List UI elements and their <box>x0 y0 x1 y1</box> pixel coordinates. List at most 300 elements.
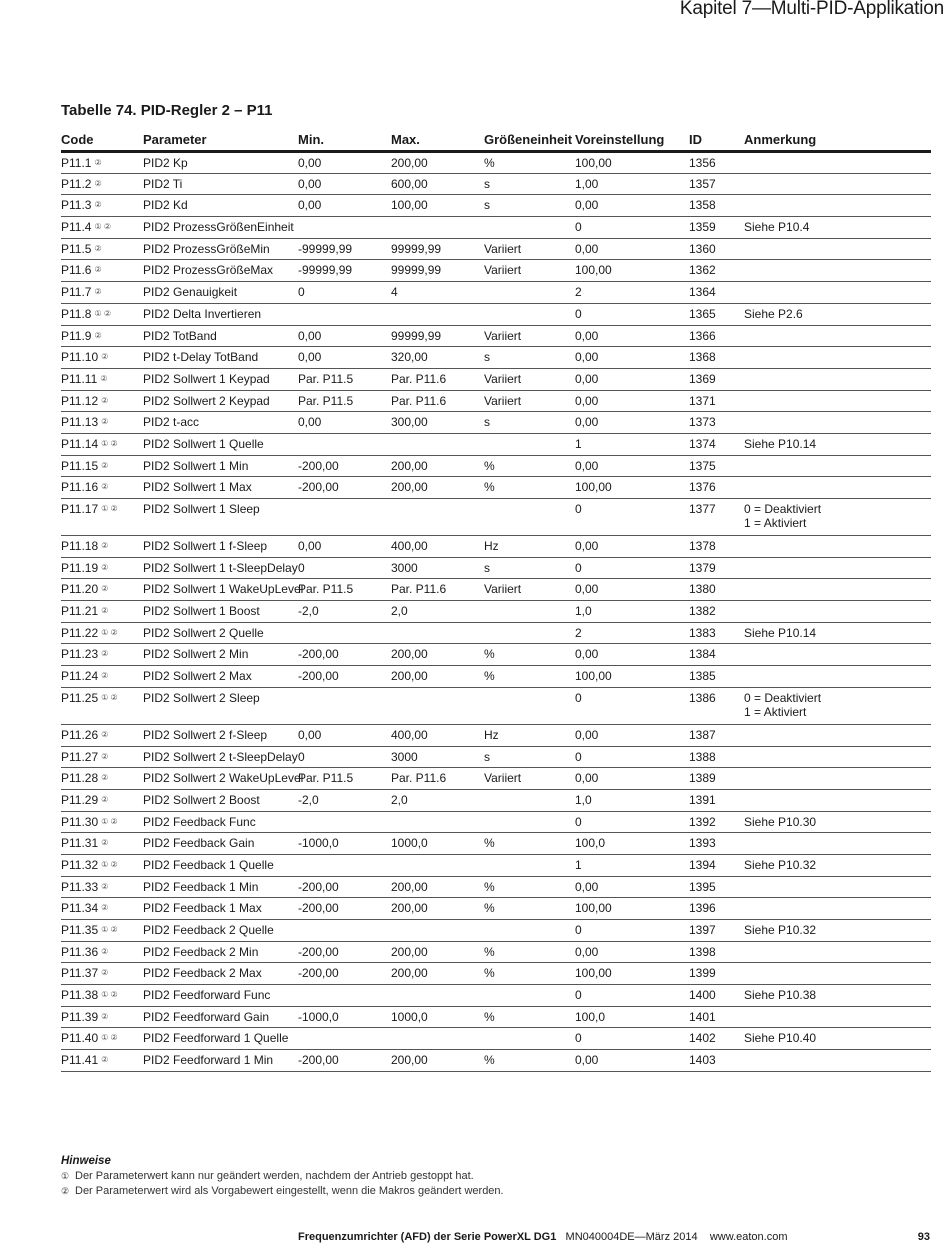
cell-id: 1371 <box>689 390 744 412</box>
cell-max: 99999,99 <box>391 325 484 347</box>
cell-min: Par. P11.5 <box>298 368 391 390</box>
cell-unit <box>484 622 575 644</box>
cell-unit: % <box>484 898 575 920</box>
cell-default: 1 <box>575 854 689 876</box>
table-row <box>61 195 931 217</box>
cell-unit <box>484 854 575 876</box>
cell-unit <box>484 303 575 325</box>
table-title: Tabelle 74. PID-Regler 2 – P11 <box>61 102 273 119</box>
table-row <box>61 499 931 536</box>
cell-id: 1359 <box>689 217 744 239</box>
cell-code <box>61 303 143 325</box>
cell-max: 2,0 <box>391 789 484 811</box>
note-mark-icon: ② <box>100 373 108 383</box>
cell-code <box>61 536 143 558</box>
footer-doc: MN040004DE—März 2014 <box>565 1231 698 1243</box>
col-header-id: ID <box>689 130 744 152</box>
code-text: P11.8 <box>61 306 92 321</box>
cell-code <box>61 811 143 833</box>
cell-default: 0 <box>575 811 689 833</box>
table-row <box>61 260 931 282</box>
table-row <box>61 303 931 325</box>
code-text: P11.16 <box>61 480 99 495</box>
code-text: P11.26 <box>61 727 99 742</box>
cell-unit: % <box>484 666 575 688</box>
cell-min: -200,00 <box>298 941 391 963</box>
col-header-note: Anmerkung <box>744 130 931 152</box>
cell-default: 0,00 <box>575 390 689 412</box>
cell-unit: Variiert <box>484 238 575 260</box>
code-text: P11.12 <box>61 393 99 408</box>
note-text: Der Parameterwert kann nur geändert werden, nachdem der Antrieb gestoppt hat. <box>75 1170 474 1182</box>
cell-parameter: PID2 Sollwert 1 Max <box>143 477 298 499</box>
code-text: P11.20 <box>61 582 99 597</box>
cell-parameter: PID2 Sollwert 1 f-Sleep <box>143 536 298 558</box>
code-text: P11.25 <box>61 690 99 705</box>
cell-note <box>744 1028 931 1050</box>
note-mark-icon: ② <box>94 200 102 210</box>
cell-parameter: PID2 Sollwert 1 WakeUpLevel <box>143 579 298 601</box>
note-mark-icon: ② <box>61 1186 70 1196</box>
code-text: P11.40 <box>61 1031 99 1046</box>
note-mark-icon: ① ② <box>101 627 118 637</box>
cell-min: 0,00 <box>298 195 391 217</box>
cell-min: -200,00 <box>298 477 391 499</box>
table-row <box>61 920 931 942</box>
cell-id: 1356 <box>689 152 744 174</box>
code-text: P11.21 <box>61 604 99 619</box>
cell-code <box>61 1050 143 1072</box>
table-row <box>61 152 931 174</box>
cell-code <box>61 195 143 217</box>
cell-max <box>391 217 484 239</box>
cell-unit: Variiert <box>484 325 575 347</box>
table-row <box>61 325 931 347</box>
cell-min: 0 <box>298 557 391 579</box>
cell-note <box>744 433 931 455</box>
cell-default: 1 <box>575 433 689 455</box>
note-mark-icon: ② <box>101 903 109 913</box>
cell-id: 1379 <box>689 557 744 579</box>
cell-id: 1402 <box>689 1028 744 1050</box>
cell-code <box>61 477 143 499</box>
cell-code <box>61 173 143 195</box>
note-text: Der Parameterwert wird als Vorgabewert eingestellt, wenn die Makros geändert werden. <box>75 1185 504 1197</box>
cell-max: 4 <box>391 282 484 304</box>
note-mark-icon: ① ② <box>101 990 118 1000</box>
cell-code <box>61 433 143 455</box>
cell-max: 200,00 <box>391 477 484 499</box>
note-mark-icon: ① ② <box>101 859 118 869</box>
cell-note <box>744 876 931 898</box>
note-mark-icon: ② <box>101 1055 109 1065</box>
cell-min: 0,00 <box>298 536 391 558</box>
cell-parameter: PID2 Ti <box>143 173 298 195</box>
table-row <box>61 622 931 644</box>
cell-code <box>61 368 143 390</box>
cell-note <box>744 666 931 688</box>
table-body <box>61 152 931 1072</box>
cell-parameter: PID2 ProzessGrößeMax <box>143 260 298 282</box>
table-row <box>61 433 931 455</box>
note-mark-icon: ② <box>94 265 102 275</box>
cell-note <box>744 499 931 536</box>
table-row <box>61 687 931 724</box>
cell-parameter: PID2 Sollwert 2 t-SleepDelay <box>143 746 298 768</box>
cell-id: 1377 <box>689 499 744 536</box>
cell-max <box>391 854 484 876</box>
table-row <box>61 985 931 1007</box>
cell-parameter: PID2 Feedforward 1 Quelle <box>143 1028 298 1050</box>
cell-id: 1385 <box>689 666 744 688</box>
cell-parameter: PID2 Sollwert 1 Min <box>143 455 298 477</box>
cell-max: 400,00 <box>391 724 484 746</box>
cell-min: -2,0 <box>298 789 391 811</box>
note-item <box>61 1184 504 1199</box>
cell-max: 400,00 <box>391 536 484 558</box>
cell-id: 1388 <box>689 746 744 768</box>
cell-default: 0,00 <box>575 238 689 260</box>
cell-unit: s <box>484 557 575 579</box>
cell-unit: Hz <box>484 536 575 558</box>
cell-note <box>744 557 931 579</box>
cell-default: 100,00 <box>575 898 689 920</box>
cell-id: 1387 <box>689 724 744 746</box>
cell-id: 1369 <box>689 368 744 390</box>
cell-parameter: PID2 Feedback 2 Max <box>143 963 298 985</box>
footer-url: www.eaton.com <box>709 1231 788 1243</box>
cell-unit: Variiert <box>484 368 575 390</box>
cell-id: 1392 <box>689 811 744 833</box>
cell-parameter: PID2 Sollwert 2 Min <box>143 644 298 666</box>
cell-max <box>391 433 484 455</box>
cell-note <box>744 963 931 985</box>
cell-unit: Variiert <box>484 260 575 282</box>
cell-max <box>391 811 484 833</box>
cell-code <box>61 282 143 304</box>
table-row <box>61 724 931 746</box>
cell-unit: % <box>484 876 575 898</box>
cell-code <box>61 789 143 811</box>
cell-unit: % <box>484 941 575 963</box>
code-text: P11.37 <box>61 966 99 981</box>
table-row <box>61 455 931 477</box>
cell-min: Par. P11.5 <box>298 768 391 790</box>
cell-unit <box>484 1028 575 1050</box>
cell-note <box>744 768 931 790</box>
cell-default: 0 <box>575 217 689 239</box>
cell-note <box>744 238 931 260</box>
cell-max <box>391 622 484 644</box>
note-line: Siehe P10.14 <box>744 625 817 640</box>
cell-id: 1364 <box>689 282 744 304</box>
cell-code <box>61 455 143 477</box>
cell-id: 1403 <box>689 1050 744 1072</box>
code-text: P11.36 <box>61 944 99 959</box>
note-mark-icon: ② <box>101 751 109 761</box>
note-item <box>61 1169 504 1184</box>
cell-id: 1362 <box>689 260 744 282</box>
table-header <box>61 130 931 152</box>
note-line: Siehe P10.32 <box>744 857 817 872</box>
cell-id: 1382 <box>689 601 744 623</box>
code-text: P11.38 <box>61 988 99 1003</box>
cell-code <box>61 412 143 434</box>
cell-parameter: PID2 Feedforward 1 Min <box>143 1050 298 1072</box>
cell-default: 2 <box>575 282 689 304</box>
note-mark-icon: ② <box>94 178 102 188</box>
cell-max: 100,00 <box>391 195 484 217</box>
cell-parameter: PID2 Feedforward Func <box>143 985 298 1007</box>
cell-parameter: PID2 Sollwert 2 f-Sleep <box>143 724 298 746</box>
cell-max: 200,00 <box>391 941 484 963</box>
cell-code <box>61 898 143 920</box>
note-mark-icon: ② <box>101 649 109 659</box>
cell-default: 0,00 <box>575 325 689 347</box>
table-row <box>61 768 931 790</box>
note-line: Siehe P10.14 <box>744 436 817 451</box>
cell-parameter: PID2 Genauigkeit <box>143 282 298 304</box>
table-row <box>61 1006 931 1028</box>
cell-code <box>61 622 143 644</box>
cell-code <box>61 260 143 282</box>
cell-max: 1000,0 <box>391 1006 484 1028</box>
cell-unit <box>484 811 575 833</box>
cell-unit: % <box>484 1006 575 1028</box>
cell-id: 1397 <box>689 920 744 942</box>
cell-note <box>744 579 931 601</box>
cell-default: 1,0 <box>575 601 689 623</box>
cell-parameter: PID2 Sollwert 1 Keypad <box>143 368 298 390</box>
cell-unit: % <box>484 455 575 477</box>
cell-id: 1383 <box>689 622 744 644</box>
table-row <box>61 644 931 666</box>
table-row <box>61 557 931 579</box>
note-mark-icon: ② <box>94 330 102 340</box>
cell-id: 1378 <box>689 536 744 558</box>
cell-min: -200,00 <box>298 898 391 920</box>
cell-code <box>61 499 143 536</box>
cell-min <box>298 811 391 833</box>
note-mark-icon: ② <box>101 1011 109 1021</box>
cell-unit: Variiert <box>484 768 575 790</box>
table-row <box>61 746 931 768</box>
cell-parameter: PID2 Delta Invertieren <box>143 303 298 325</box>
note-mark-icon: ② <box>101 671 109 681</box>
cell-note <box>744 303 931 325</box>
cell-id: 1368 <box>689 347 744 369</box>
cell-max: Par. P11.6 <box>391 390 484 412</box>
col-header-parameter: Parameter <box>143 130 298 152</box>
cell-default: 0 <box>575 687 689 724</box>
note-line: 1 = Aktiviert <box>744 704 807 719</box>
cell-id: 1401 <box>689 1006 744 1028</box>
cell-parameter: PID2 Sollwert 2 Quelle <box>143 622 298 644</box>
code-text: P11.10 <box>61 350 99 365</box>
cell-max <box>391 499 484 536</box>
cell-id: 1375 <box>689 455 744 477</box>
cell-id: 1389 <box>689 768 744 790</box>
cell-max: 99999,99 <box>391 238 484 260</box>
cell-id: 1398 <box>689 941 744 963</box>
code-text: P11.19 <box>61 560 99 575</box>
note-mark-icon: ② <box>101 562 109 572</box>
cell-min: 0,00 <box>298 724 391 746</box>
cell-default: 0 <box>575 920 689 942</box>
cell-default: 0,00 <box>575 1050 689 1072</box>
cell-note <box>744 601 931 623</box>
cell-unit: % <box>484 644 575 666</box>
table-row <box>61 238 931 260</box>
table-row <box>61 390 931 412</box>
note-line: Siehe P10.32 <box>744 923 817 937</box>
cell-unit: % <box>484 833 575 855</box>
cell-min: Par. P11.5 <box>298 390 391 412</box>
cell-parameter: PID2 Kp <box>143 152 298 174</box>
cell-id: 1396 <box>689 898 744 920</box>
code-text: P11.14 <box>61 436 99 451</box>
cell-parameter: PID2 Feedforward Gain <box>143 1006 298 1028</box>
note-mark-icon: ② <box>101 838 109 848</box>
code-text: P11.7 <box>61 285 92 300</box>
cell-default: 0,00 <box>575 724 689 746</box>
cell-default: 0 <box>575 499 689 536</box>
cell-code <box>61 746 143 768</box>
cell-parameter: PID2 Sollwert 2 Max <box>143 666 298 688</box>
note-mark-icon: ② <box>94 158 102 167</box>
note-mark-icon: ② <box>101 794 109 804</box>
note-mark-icon: ② <box>101 460 109 470</box>
table-row <box>61 941 931 963</box>
cell-min: 0 <box>298 282 391 304</box>
cell-note <box>744 325 931 347</box>
cell-default: 2 <box>575 622 689 644</box>
cell-default: 1,0 <box>575 789 689 811</box>
cell-code <box>61 217 143 239</box>
note-mark-icon: ① ② <box>101 925 118 934</box>
cell-min: -99999,99 <box>298 260 391 282</box>
cell-unit: s <box>484 173 575 195</box>
cell-id: 1366 <box>689 325 744 347</box>
cell-default: 0,00 <box>575 579 689 601</box>
cell-min: 0,00 <box>298 152 391 174</box>
table-row <box>61 811 931 833</box>
cell-max: 200,00 <box>391 1050 484 1072</box>
table-row <box>61 876 931 898</box>
cell-parameter: PID2 Feedback Func <box>143 811 298 833</box>
cell-unit: % <box>484 152 575 174</box>
note-mark-icon: ① ② <box>101 504 118 513</box>
cell-max: 320,00 <box>391 347 484 369</box>
note-mark-icon: ② <box>101 584 109 594</box>
cell-default: 0,00 <box>575 941 689 963</box>
cell-default: 0 <box>575 303 689 325</box>
code-text: P11.29 <box>61 792 99 807</box>
cell-max <box>391 1028 484 1050</box>
table-row <box>61 477 931 499</box>
cell-parameter: PID2 Sollwert 1 Boost <box>143 601 298 623</box>
cell-code <box>61 920 143 942</box>
cell-code <box>61 347 143 369</box>
cell-code <box>61 876 143 898</box>
code-text: P11.27 <box>61 749 99 764</box>
cell-note <box>744 687 931 724</box>
cell-code <box>61 724 143 746</box>
cell-id: 1358 <box>689 195 744 217</box>
cell-id: 1393 <box>689 833 744 855</box>
note-mark-icon: ① ② <box>101 692 118 702</box>
cell-code <box>61 1028 143 1050</box>
cell-default: 0,00 <box>575 644 689 666</box>
cell-note <box>744 347 931 369</box>
cell-default: 0,00 <box>575 195 689 217</box>
cell-unit: Variiert <box>484 579 575 601</box>
col-header-code: Code <box>61 130 143 152</box>
cell-note <box>744 477 931 499</box>
cell-min <box>298 687 391 724</box>
cell-default: 0,00 <box>575 347 689 369</box>
cell-default: 0,00 <box>575 536 689 558</box>
cell-id: 1373 <box>689 412 744 434</box>
cell-id: 1380 <box>689 579 744 601</box>
cell-max: 99999,99 <box>391 260 484 282</box>
table-row <box>61 1028 931 1050</box>
notes-section <box>61 1155 504 1199</box>
cell-default: 1,00 <box>575 173 689 195</box>
note-mark-icon: ① ② <box>94 222 112 232</box>
cell-parameter: PID2 Feedback 1 Min <box>143 876 298 898</box>
code-text: P11.30 <box>61 814 99 829</box>
code-text: P11.35 <box>61 923 99 937</box>
cell-note <box>744 746 931 768</box>
cell-max: 200,00 <box>391 455 484 477</box>
code-text: P11.4 <box>61 220 92 235</box>
cell-parameter: PID2 ProzessGrößenEinheit <box>143 217 298 239</box>
cell-max <box>391 920 484 942</box>
code-text: P11.9 <box>61 328 92 343</box>
code-text: P11.1 <box>61 156 92 170</box>
cell-min: -1000,0 <box>298 833 391 855</box>
table-row <box>61 789 931 811</box>
cell-default: 100,00 <box>575 666 689 688</box>
cell-code <box>61 833 143 855</box>
cell-code <box>61 238 143 260</box>
table-row <box>61 601 931 623</box>
cell-min: -200,00 <box>298 1050 391 1072</box>
cell-min: -99999,99 <box>298 238 391 260</box>
table-row <box>61 666 931 688</box>
cell-max: 2,0 <box>391 601 484 623</box>
notes-title: Hinweise <box>61 1155 111 1167</box>
cell-parameter: PID2 Sollwert 2 Sleep <box>143 687 298 724</box>
cell-max: 200,00 <box>391 876 484 898</box>
cell-parameter: PID2 Sollwert 2 Keypad <box>143 390 298 412</box>
cell-unit: Variiert <box>484 390 575 412</box>
code-text: P11.23 <box>61 647 99 662</box>
cell-id: 1400 <box>689 985 744 1007</box>
cell-min: 0,00 <box>298 173 391 195</box>
code-text: P11.13 <box>61 415 99 430</box>
cell-unit <box>484 985 575 1007</box>
cell-note <box>744 644 931 666</box>
cell-note <box>744 173 931 195</box>
cell-note <box>744 854 931 876</box>
cell-code <box>61 644 143 666</box>
cell-id: 1394 <box>689 854 744 876</box>
cell-note <box>744 412 931 434</box>
cell-note <box>744 941 931 963</box>
cell-default: 100,0 <box>575 1006 689 1028</box>
